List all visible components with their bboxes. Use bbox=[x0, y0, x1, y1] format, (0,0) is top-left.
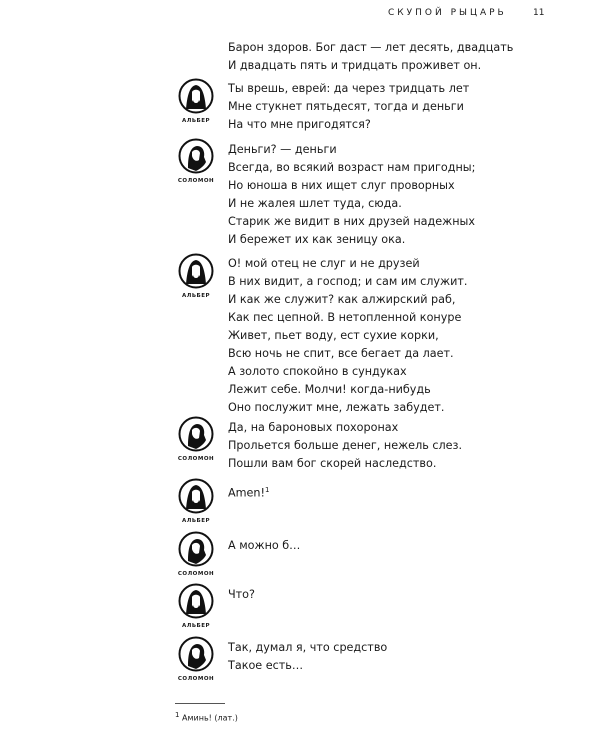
verse-line: Что? bbox=[228, 588, 255, 601]
solomon-portrait-icon bbox=[176, 531, 216, 567]
verse-line: Живет, пьет воду, ест сухие корки, bbox=[228, 329, 439, 342]
speaker-name: СОЛОМОН bbox=[177, 178, 215, 184]
albert-portrait-icon bbox=[176, 583, 216, 619]
verse-block bbox=[228, 80, 469, 134]
verse-line: Как пес цепной. В нетопленной конуре bbox=[228, 311, 462, 324]
speaker-avatar bbox=[176, 78, 216, 124]
verse-line: В них видит, а господ; и сам им служит. bbox=[228, 275, 468, 288]
verse-line: На что мне пригодятся? bbox=[228, 118, 371, 131]
running-header: СКУПОЙ РЫЦАРЬ bbox=[388, 8, 507, 18]
speaker-avatar bbox=[176, 636, 216, 682]
solomon-portrait-icon bbox=[176, 636, 216, 672]
footnote: $^1$ Аминь! (лат.) bbox=[175, 711, 238, 723]
verse-block bbox=[228, 419, 462, 473]
footnote-divider bbox=[175, 703, 225, 704]
verse-line: И не жалея шлет туда, сюда. bbox=[228, 197, 402, 210]
verse-line: Такое есть… bbox=[228, 659, 304, 672]
verse-line: Ты врешь, еврей: да через тридцать лет bbox=[228, 82, 470, 95]
verse-block bbox=[228, 141, 475, 249]
albert-portrait-icon bbox=[176, 78, 216, 114]
verse-line: Пошли вам бог скорей наследство. bbox=[228, 457, 437, 470]
solomon-portrait-icon bbox=[176, 138, 216, 174]
verse-block bbox=[228, 39, 513, 75]
solomon-portrait-icon bbox=[176, 416, 216, 452]
verse-line: Старик же видит в них друзей надежных bbox=[228, 215, 475, 228]
verse-line: А золото спокойно в сундуках bbox=[228, 365, 407, 378]
verse-block bbox=[228, 537, 300, 555]
verse-line: Прольется больше денег, нежель слез. bbox=[228, 439, 463, 452]
verse-line: Мне стукнет пятьдесят, тогда и деньги bbox=[228, 100, 464, 113]
speaker-name: АЛЬБЕР bbox=[182, 118, 210, 124]
speaker-name: АЛЬБЕР bbox=[182, 518, 210, 524]
speaker-name: АЛЬБЕР bbox=[182, 623, 210, 629]
verse-line: О! мой отец не слуг и не друзей bbox=[228, 257, 420, 270]
speaker-avatar bbox=[176, 138, 216, 184]
verse-line: Так, думал я, что средство bbox=[228, 641, 388, 654]
speaker-name: АЛЬБЕР bbox=[182, 293, 210, 299]
speaker-name: СОЛОМОН bbox=[177, 456, 215, 462]
verse-line: Всю ночь не спит, все бегает да лает. bbox=[228, 347, 454, 360]
albert-portrait-icon bbox=[176, 253, 216, 289]
speaker-avatar bbox=[176, 531, 216, 577]
speaker-avatar bbox=[176, 583, 216, 629]
speaker-avatar bbox=[176, 253, 216, 299]
speaker-avatar bbox=[176, 478, 216, 524]
verse-block bbox=[228, 481, 269, 503]
verse-block bbox=[228, 639, 387, 675]
verse-line: Деньги? — деньги bbox=[228, 143, 337, 156]
speaker-avatar bbox=[176, 416, 216, 462]
verse-line: И двадцать пять и тридцать проживет он. bbox=[228, 59, 482, 72]
verse-line: Всегда, во всякий возраст нам пригодны; bbox=[228, 161, 476, 174]
verse-line: Оно послужит мне, лежать забудет. bbox=[228, 401, 445, 414]
verse-line: И бережет их как зеницу ока. bbox=[228, 233, 406, 246]
verse-line: Лежит себе. Молчи! когда-нибудь bbox=[228, 383, 431, 396]
verse-line: Да, на бароновых похоронах bbox=[228, 421, 399, 434]
verse-line: И как же служит? как алжирский раб, bbox=[228, 293, 456, 306]
page-number: 11 bbox=[533, 8, 545, 18]
verse-line: Но юноша в них ищет слуг проворных bbox=[228, 179, 455, 192]
verse-line: Amen!$^1$ bbox=[228, 486, 270, 500]
speaker-name: СОЛОМОН bbox=[177, 676, 215, 682]
verse-block bbox=[228, 586, 255, 604]
speaker-name: СОЛОМОН bbox=[177, 571, 215, 577]
albert-portrait-icon bbox=[176, 478, 216, 514]
footnote-mark: 1 bbox=[265, 486, 270, 494]
verse-line: Барон здоров. Бог даст — лет десять, двадцать bbox=[228, 41, 514, 54]
verse-block bbox=[228, 255, 467, 417]
verse-line: А можно б… bbox=[228, 539, 301, 552]
